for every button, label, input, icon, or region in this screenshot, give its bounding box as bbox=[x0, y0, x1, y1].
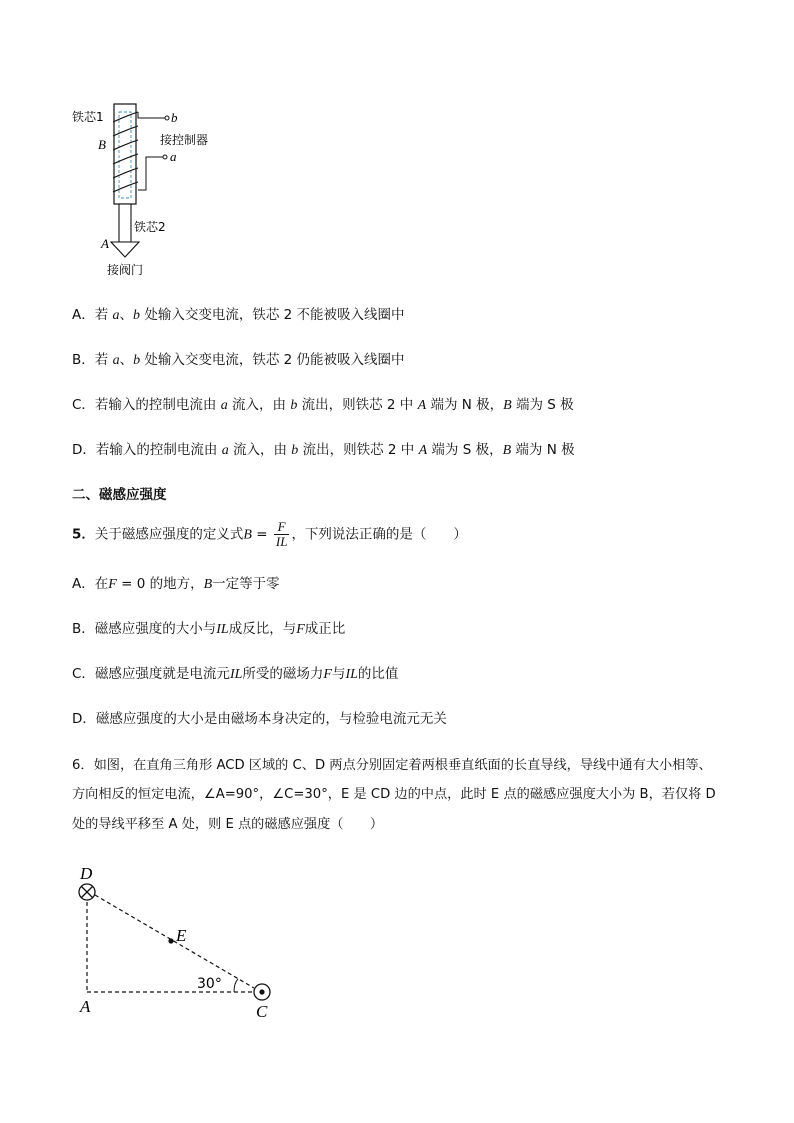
label-C: C bbox=[256, 1002, 268, 1021]
terminal-b-label: b bbox=[171, 110, 178, 125]
coil-windings bbox=[113, 112, 138, 192]
core1-label: 铁芯1 bbox=[72, 110, 104, 124]
A-label: A bbox=[101, 236, 109, 251]
q5-option-a: A．在F = 0 的地方，B一定等于零 bbox=[72, 576, 280, 592]
q5-formula-fraction: $\frac{F}{IL}$ bbox=[275, 519, 288, 549]
q5-option-d: D．磁感应强度的大小是由磁场本身决定的，与检验电流元无关 bbox=[72, 711, 447, 727]
controller-label: 接控制器 bbox=[160, 133, 209, 147]
valve-label: 接阀门 bbox=[107, 263, 144, 277]
iron-core-1 bbox=[114, 104, 136, 204]
core2-label: 铁芯2 bbox=[134, 220, 166, 234]
q6-line-3: 处的导线平移至 A 处，则 E 点的磁感应强度（ ） bbox=[72, 817, 384, 832]
electromagnet-figure bbox=[0, 0, 794, 290]
label-D: D bbox=[80, 864, 93, 883]
angle-arc bbox=[234, 979, 238, 992]
terminal-b bbox=[165, 116, 169, 120]
B-label: B bbox=[98, 137, 106, 152]
terminal-a-label: a bbox=[170, 149, 177, 164]
label-A: A bbox=[80, 997, 91, 1016]
q5-option-c: C．磁感应强度就是电流元IL所受的磁场力F与IL的比值 bbox=[72, 666, 399, 682]
triangle-figure bbox=[0, 855, 794, 1055]
q5-option-b: B．磁感应强度的大小与IL成反比，与F成正比 bbox=[72, 621, 346, 637]
lead-b bbox=[138, 112, 165, 118]
wire-out-of-page-icon bbox=[254, 984, 270, 1000]
q6-line-2: 方向相反的恒定电流，∠A=90°，∠C=30°，E 是 CD 边的中点，此时 E 点的磁感应强度大小为 B，若仅将 D bbox=[72, 787, 716, 802]
q4-option-d: D．若输入的控制电流由 a 流入，由 b 流出，则铁芯 2 中 A 端为 S 极，B 端为 N 极 bbox=[72, 442, 575, 458]
wire-into-page-icon bbox=[79, 884, 95, 900]
label-E: E bbox=[176, 926, 187, 945]
q4-option-c: C．若输入的控制电流由 a 流入，由 b 流出，则铁芯 2 中 A 端为 N 极，B 端为 S 极 bbox=[72, 397, 574, 413]
label-angle: 30° bbox=[197, 976, 222, 992]
side-DC bbox=[95, 895, 254, 988]
q5-stem: 5．关于磁感应强度的定义式B = $\frac{F}{IL}$ ，下列说法正确的是（ ） bbox=[72, 519, 467, 549]
point-E bbox=[168, 938, 173, 943]
iron-core-2 bbox=[119, 204, 131, 242]
section-heading: 二、磁感应强度 bbox=[72, 487, 167, 503]
q6-line-1: 6．如图，在直角三角形 ACD 区域的 C、D 两点分别固定着两根垂直纸面的长直导线，导线中通有大小相等、 bbox=[72, 758, 712, 773]
lead-a bbox=[138, 157, 163, 190]
valve-arrow bbox=[111, 242, 139, 257]
terminal-a bbox=[163, 155, 167, 159]
q4-option-b: B．若 a、b 处输入交变电流，铁芯 2 仍能被吸入线圈中 bbox=[72, 352, 405, 368]
q4-option-a: A．若 a、b 处输入交变电流，铁芯 2 不能被吸入线圈中 bbox=[72, 307, 405, 323]
